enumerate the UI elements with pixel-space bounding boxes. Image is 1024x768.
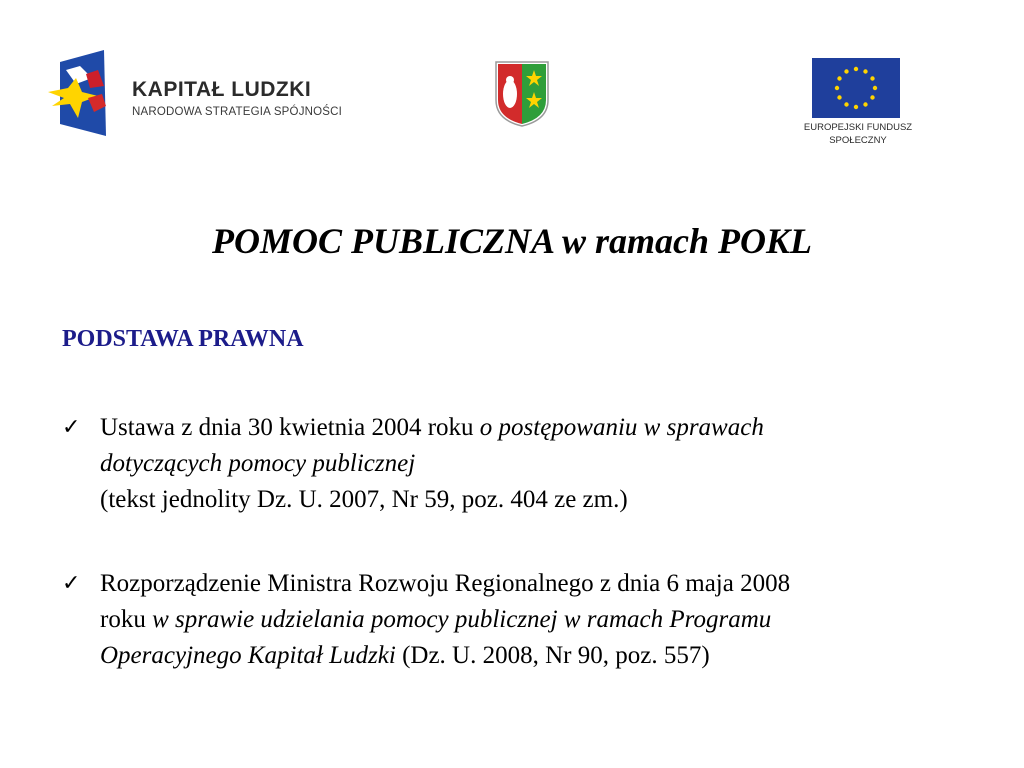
bullet-2-text-normal: roku: [100, 606, 153, 633]
bullet-1-text-normal: Ustawa z dnia 30 kwietnia 2004 roku: [100, 414, 480, 441]
bullet-2-text-normal-2: (Dz. U. 2008, Nr 90, poz. 557): [395, 642, 710, 669]
bullet-2-line-2: [100, 602, 942, 638]
bullet-2-line-3: [100, 638, 942, 674]
bullet-1-line-3: (tekst jednolity Dz. U. 2007, Nr 59, poz. 404 ze zm.): [100, 486, 628, 513]
regional-crest-logo: [494, 60, 550, 128]
bullet-2-text-italic-2: Operacyjnego Kapitał Ludzki: [100, 642, 396, 669]
bullet-text-2: [100, 566, 942, 674]
eu-fund-name-line2: SPOŁECZNY: [829, 135, 887, 146]
kapital-ludzki-logo: [46, 48, 356, 140]
eu-fund-name-line1: EUROPEJSKI FUNDUSZ: [803, 122, 913, 133]
bullet-1-line-1: [100, 410, 942, 446]
checkmark-icon: ✓: [62, 415, 81, 440]
slide-title: POMOC PUBLICZNA w ramach POKL: [211, 221, 813, 261]
section-heading: PODSTAWA PRAWNA: [62, 326, 304, 352]
coat-of-arms-icon: [494, 60, 550, 128]
eu-flag-icon: [812, 58, 900, 118]
eu-social-fund-logo: [796, 58, 920, 150]
bullet-2-text-italic: w sprawie udzielania pomocy publicznej w ramach Programu: [152, 606, 772, 633]
kapital-ludzki-subtitle: NARODOWA STRATEGIA SPÓJNOŚCI: [132, 106, 343, 118]
bullet-1-line-2: [100, 446, 942, 482]
bullet-text-1: [100, 410, 942, 518]
checkmark-icon: ✓: [62, 571, 81, 596]
kapital-ludzki-emblem-icon: [46, 48, 130, 140]
bullet-2-line-1: Rozporządzenie Ministra Rozwoju Regionalnego z dnia 6 maja 2008: [100, 570, 791, 597]
bullet-1-text-italic-2: dotyczących pomocy publicznej: [100, 450, 416, 477]
kapital-ludzki-title: KAPITAŁ LUDZKI: [132, 78, 312, 101]
bullet-1-text-italic: o postępowaniu w sprawach: [479, 414, 764, 441]
